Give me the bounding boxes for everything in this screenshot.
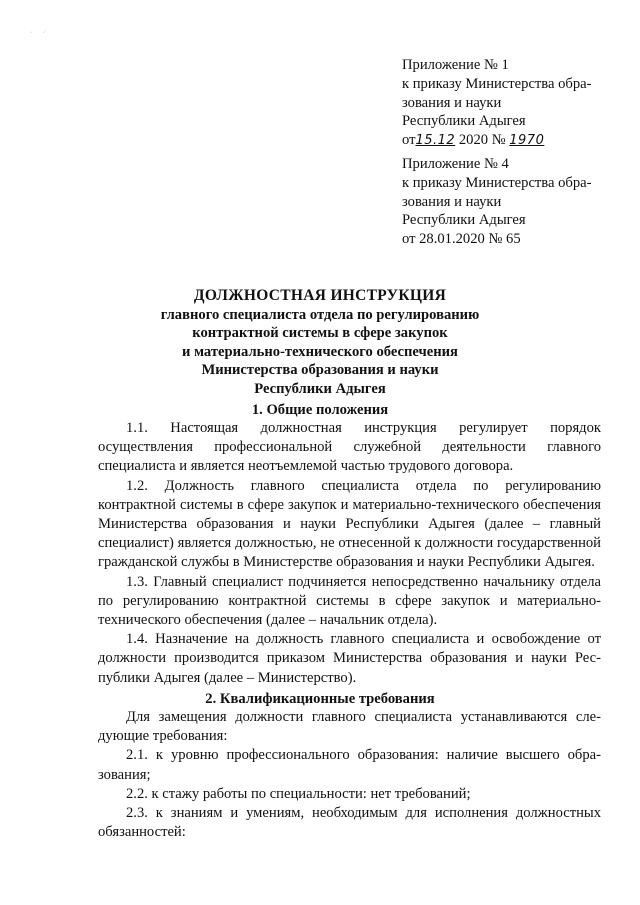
paragraph-1-1: 1.1. Настоящая должностная инструкция регулирует порядок осуществления профессиональной служебной деятельности главного специалиста и является неотъемлемой частью трудового договора. [98, 420, 601, 475]
scan-specks: · ·˙ [30, 30, 47, 36]
title-sub-4: Министерства образования и науки [201, 362, 439, 378]
title-sub-2: контрактной системы в сфере закупок [192, 325, 448, 341]
paragraph-2-3: 2.3. к знаниям и умениям, необходимым для исполнения должностных обязанностей: [98, 805, 601, 841]
title-sub-5: Республики Адыгея [254, 380, 386, 397]
paragraph-2-2: 2.2. к стажу работы по специальности: нет требований; [126, 785, 471, 802]
appendix-1-block [402, 56, 612, 151]
appendix-4-line-4: Республики Адыгея [402, 212, 526, 229]
paragraph-1-3: 1.3. Главный специалист подчиняется непосредственно начальнику отдела по регулированию контрактной системы в сфере закупок и материально-технического обеспечения (далее – начальник отдела). [98, 573, 601, 629]
date-prefix: от [402, 132, 416, 149]
paragraph-1-4: 1.4. Назначение на должность главного специалиста и освобождение от должности производится приказом Министерства образования и науки Республики Адыгея (далее – Министерство). [98, 631, 601, 686]
appendix-4-line-2: к приказу Министерства обра- [402, 174, 592, 191]
title-main: ДОЛЖНОСТНАЯ ИНСТРУКЦИЯ [193, 287, 447, 304]
appendix-4-line-3: зования и науки [402, 193, 502, 210]
title-sub-3: и материально-технического обеспечения [182, 343, 458, 360]
section-1-body [98, 419, 601, 688]
handwritten-date: 15.12 [415, 133, 456, 149]
appendix-1-line-4: Республики Адыгея [402, 113, 526, 130]
title-sub-1: главного специалиста отдела по регулированию [160, 306, 480, 323]
paragraph-1-2: 1.2. Должность главного специалиста отдела по регулированию контрактной системы в сфере закупок и материально-технического обеспечения Министерства образования и науки Республики Адыгея (далее – главный специалист) является должностью, не отнесенной к должности государственной гражданской службы в Министерстве образования и науки Республики Адыгея. [98, 477, 601, 571]
appendix-1-line-1: Приложение № 1 [402, 57, 509, 73]
appendix-1-date-line [402, 131, 612, 151]
appendix-1-line-3: зования и науки [402, 94, 502, 111]
paragraph-2-1: 2.1. к уровню профессионального образования: наличие высшего образования; [98, 747, 601, 783]
section-2-body [98, 708, 601, 842]
appendix-4-line-1: Приложение № 4 [402, 156, 509, 172]
section-1-heading: 1. Общие положения [251, 402, 389, 418]
handwritten-order-number: 1970 [509, 133, 545, 149]
section-2-heading: 2. Квалификационные требования [205, 691, 435, 707]
paragraph-2-intro: Для замещения должности главного специалиста устанавливаются следующие требования: [98, 709, 601, 745]
order-year: 2020 № [455, 132, 510, 149]
appendix-4-block [402, 155, 612, 249]
appendix-1-line-2: к приказу Министерства обра- [402, 75, 592, 92]
document-title [0, 287, 640, 398]
appendix-4-line-5: от 28.01.2020 № 65 [402, 231, 521, 248]
